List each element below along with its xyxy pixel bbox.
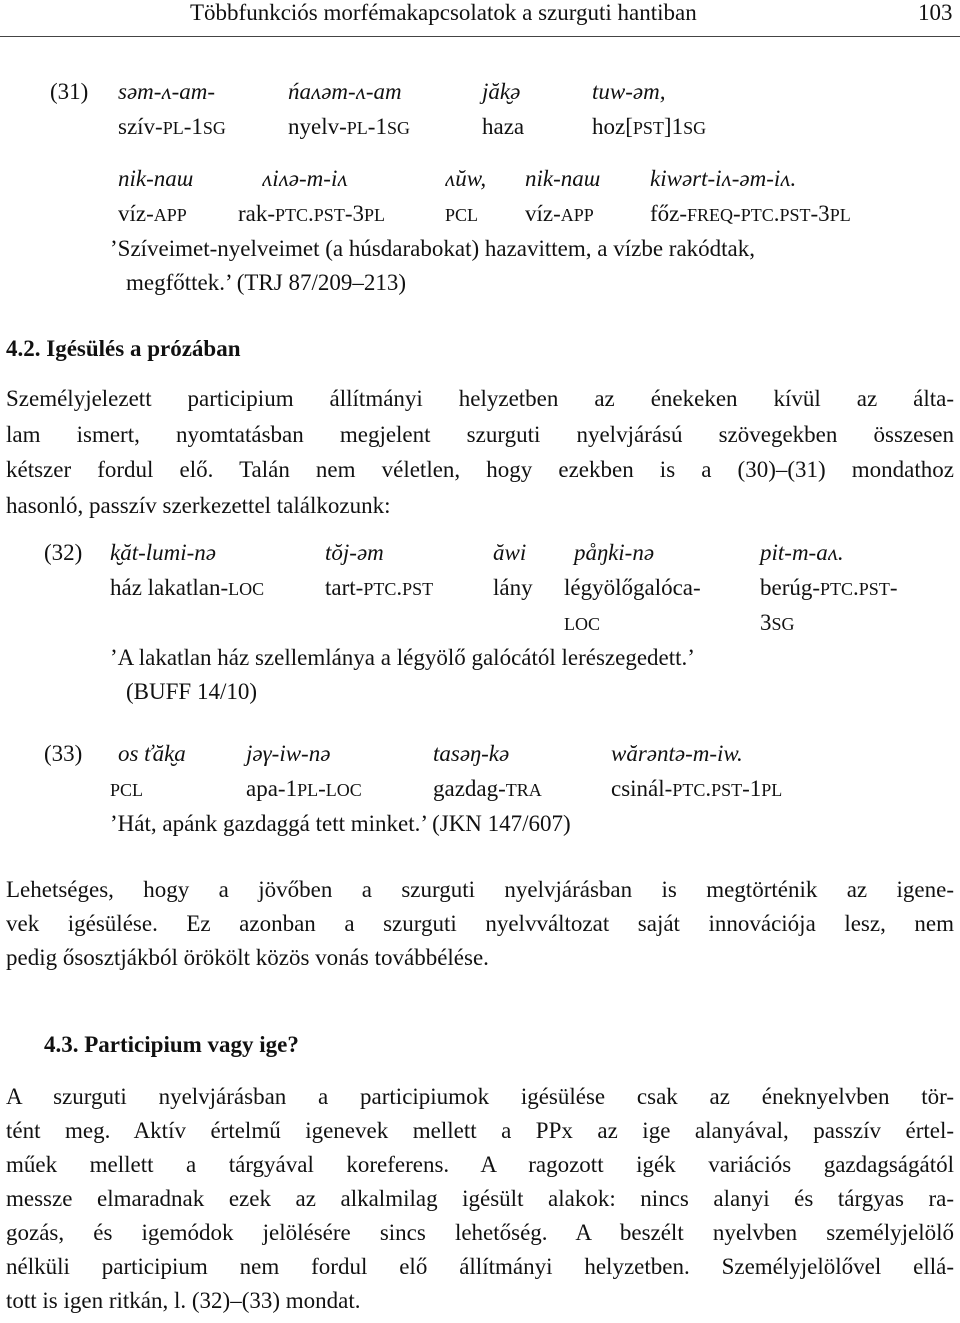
text-line: vek igésülése. Ez azonban a szurguti nyelvváltozat saját innovációja lesz, nem (6, 911, 954, 936)
translation: (BUFF 14/10) (126, 679, 257, 704)
section-heading: 4.3. Participium vagy ige? (44, 1032, 299, 1057)
gloss-line: tart-PTC.PST (325, 575, 434, 600)
gloss-word: kiwərt-iʌ-əm-iʌ. (650, 166, 797, 191)
gloss-word: nik-naɯ (118, 166, 194, 191)
paragraph (6, 381, 954, 523)
page-number: 103 (918, 0, 953, 25)
gloss-line: lány (493, 575, 533, 600)
text-line: nélküli participium nem fordul elő állítmányi helyzetben. Személyjelölővel ellá- (6, 1254, 954, 1279)
gloss-line: 3SG (760, 610, 795, 635)
gloss-word: os ťăk̮a (118, 741, 186, 766)
text-line: A szurguti nyelvjárásban a participiumok igésülése csak az éneknyelvben tör- (6, 1084, 954, 1109)
running-title: Többfunkciós morfémakapcsolatok a szurguti hantiban (190, 0, 697, 25)
gloss-line: csinál-PTC.PST-1PL (611, 776, 783, 801)
gloss-word: səm-ʌ-am- (118, 79, 216, 104)
gloss-line: gazdag-TRA (433, 776, 542, 801)
text-line: gozás, és igemódok jelölésére sincs lehetőség. A beszélt nyelvben személyjelölő (6, 1220, 954, 1245)
example-number: (32) (44, 540, 83, 565)
gloss-word: wărəntə-m-iw. (611, 741, 743, 766)
gloss-word: k̮ăt-lumi-nə (110, 540, 217, 565)
translation: ’A lakatlan ház szellemlánya a légyölő galócától lerészegedett.’ (110, 645, 695, 670)
text-line: kétszer fordul elő. Talán nem véletlen, hogy ezekben is a (30)–(31) mondathoz (6, 457, 954, 482)
translation: megfőttek.’ (TRJ 87/209–213) (126, 270, 406, 295)
gloss-word: tŏj-əm (325, 540, 384, 565)
gloss-line: szív-PL-1SG (118, 114, 226, 139)
text-line: tént meg. Aktív értelmű igenevek mellett a PPx az ige alanyával, passzív értel- (6, 1118, 954, 1143)
gloss-word: ʌŭw, (445, 166, 487, 191)
gloss-line: hoz[PST]1SG (592, 114, 707, 139)
gloss-line: haza (482, 114, 525, 139)
gloss-word: ăwi (493, 540, 527, 565)
gloss-word: ʌiʌə-m-iʌ (262, 166, 348, 191)
gloss-word: påŋki-nə (574, 540, 655, 565)
gloss-line: főz-FREQ-PTC.PST-3PL (650, 201, 851, 226)
text-line: lam ismert, nyomtatásban megjelent szurguti nyelvjárású szövegekben összesen (6, 421, 954, 447)
text-line: Lehetséges, hogy a jövőben a szurguti nyelvjárásban is megtörténik az igene- (6, 877, 954, 902)
example-number: (31) (50, 79, 89, 104)
gloss-line: apa-1PL-LOC (246, 776, 362, 801)
gloss-word: pit-m-aʌ. (760, 540, 844, 565)
translation: ’Hát, apánk gazdaggá tett minket.’ (JKN 147/607) (110, 811, 571, 836)
gloss-line: víz-APP (118, 201, 187, 226)
gloss-line: PCL (445, 205, 479, 225)
gloss-line: légyölőgalóca- (564, 575, 701, 600)
gloss-line: ház lakatlan-LOC (110, 575, 265, 600)
text-line: tott is igen ritkán, l. (32)–(33) mondat. (6, 1288, 361, 1313)
text-line: pedig ősosztjákból örökölt közös vonás továbbélése. (6, 945, 489, 970)
example-number: (33) (44, 741, 83, 766)
gloss-word: nik-naɯ (525, 166, 601, 191)
paragraph (6, 873, 954, 975)
gloss-line: PCL (110, 780, 144, 800)
gloss-word: jăk̮ə (482, 79, 521, 104)
gloss-word: tasəŋ-kə (433, 741, 510, 766)
header-rule (0, 36, 960, 37)
section-heading: 4.2. Igésülés a prózában (6, 336, 241, 361)
paragraph (6, 1080, 954, 1318)
gloss-word: jəγ-iw-nə (246, 741, 331, 766)
translation: ’Szíveimet-nyelveimet (a húsdarabokat) hazavittem, a vízbe rakódtak, (110, 236, 756, 261)
text-line: műek mellett a tárgyával koreferens. A ragozott igék variációs gazdagságától (6, 1152, 954, 1177)
gloss-line: nyelv-PL-1SG (288, 114, 410, 139)
gloss-line: LOC (564, 614, 600, 634)
gloss-word: ńaʌəm-ʌ-am (288, 79, 402, 104)
gloss-line: rak-PTC.PST-3PL (238, 201, 386, 226)
gloss-line: berúg-PTC.PST- (760, 575, 898, 600)
text-line: messze elmaradnak ezek az alkalmilag igésült alakok: nincs alanyi és tárgyas ra- (6, 1186, 954, 1211)
text-line: hasonló, passzív szerkezettel találkozunk: (6, 492, 391, 518)
text-line: Személyjelezett participium állítmányi helyzetben az énekeken kívül az álta- (6, 386, 954, 411)
gloss-line: víz-APP (525, 201, 594, 226)
gloss-word: tuw-əm, (592, 79, 666, 104)
